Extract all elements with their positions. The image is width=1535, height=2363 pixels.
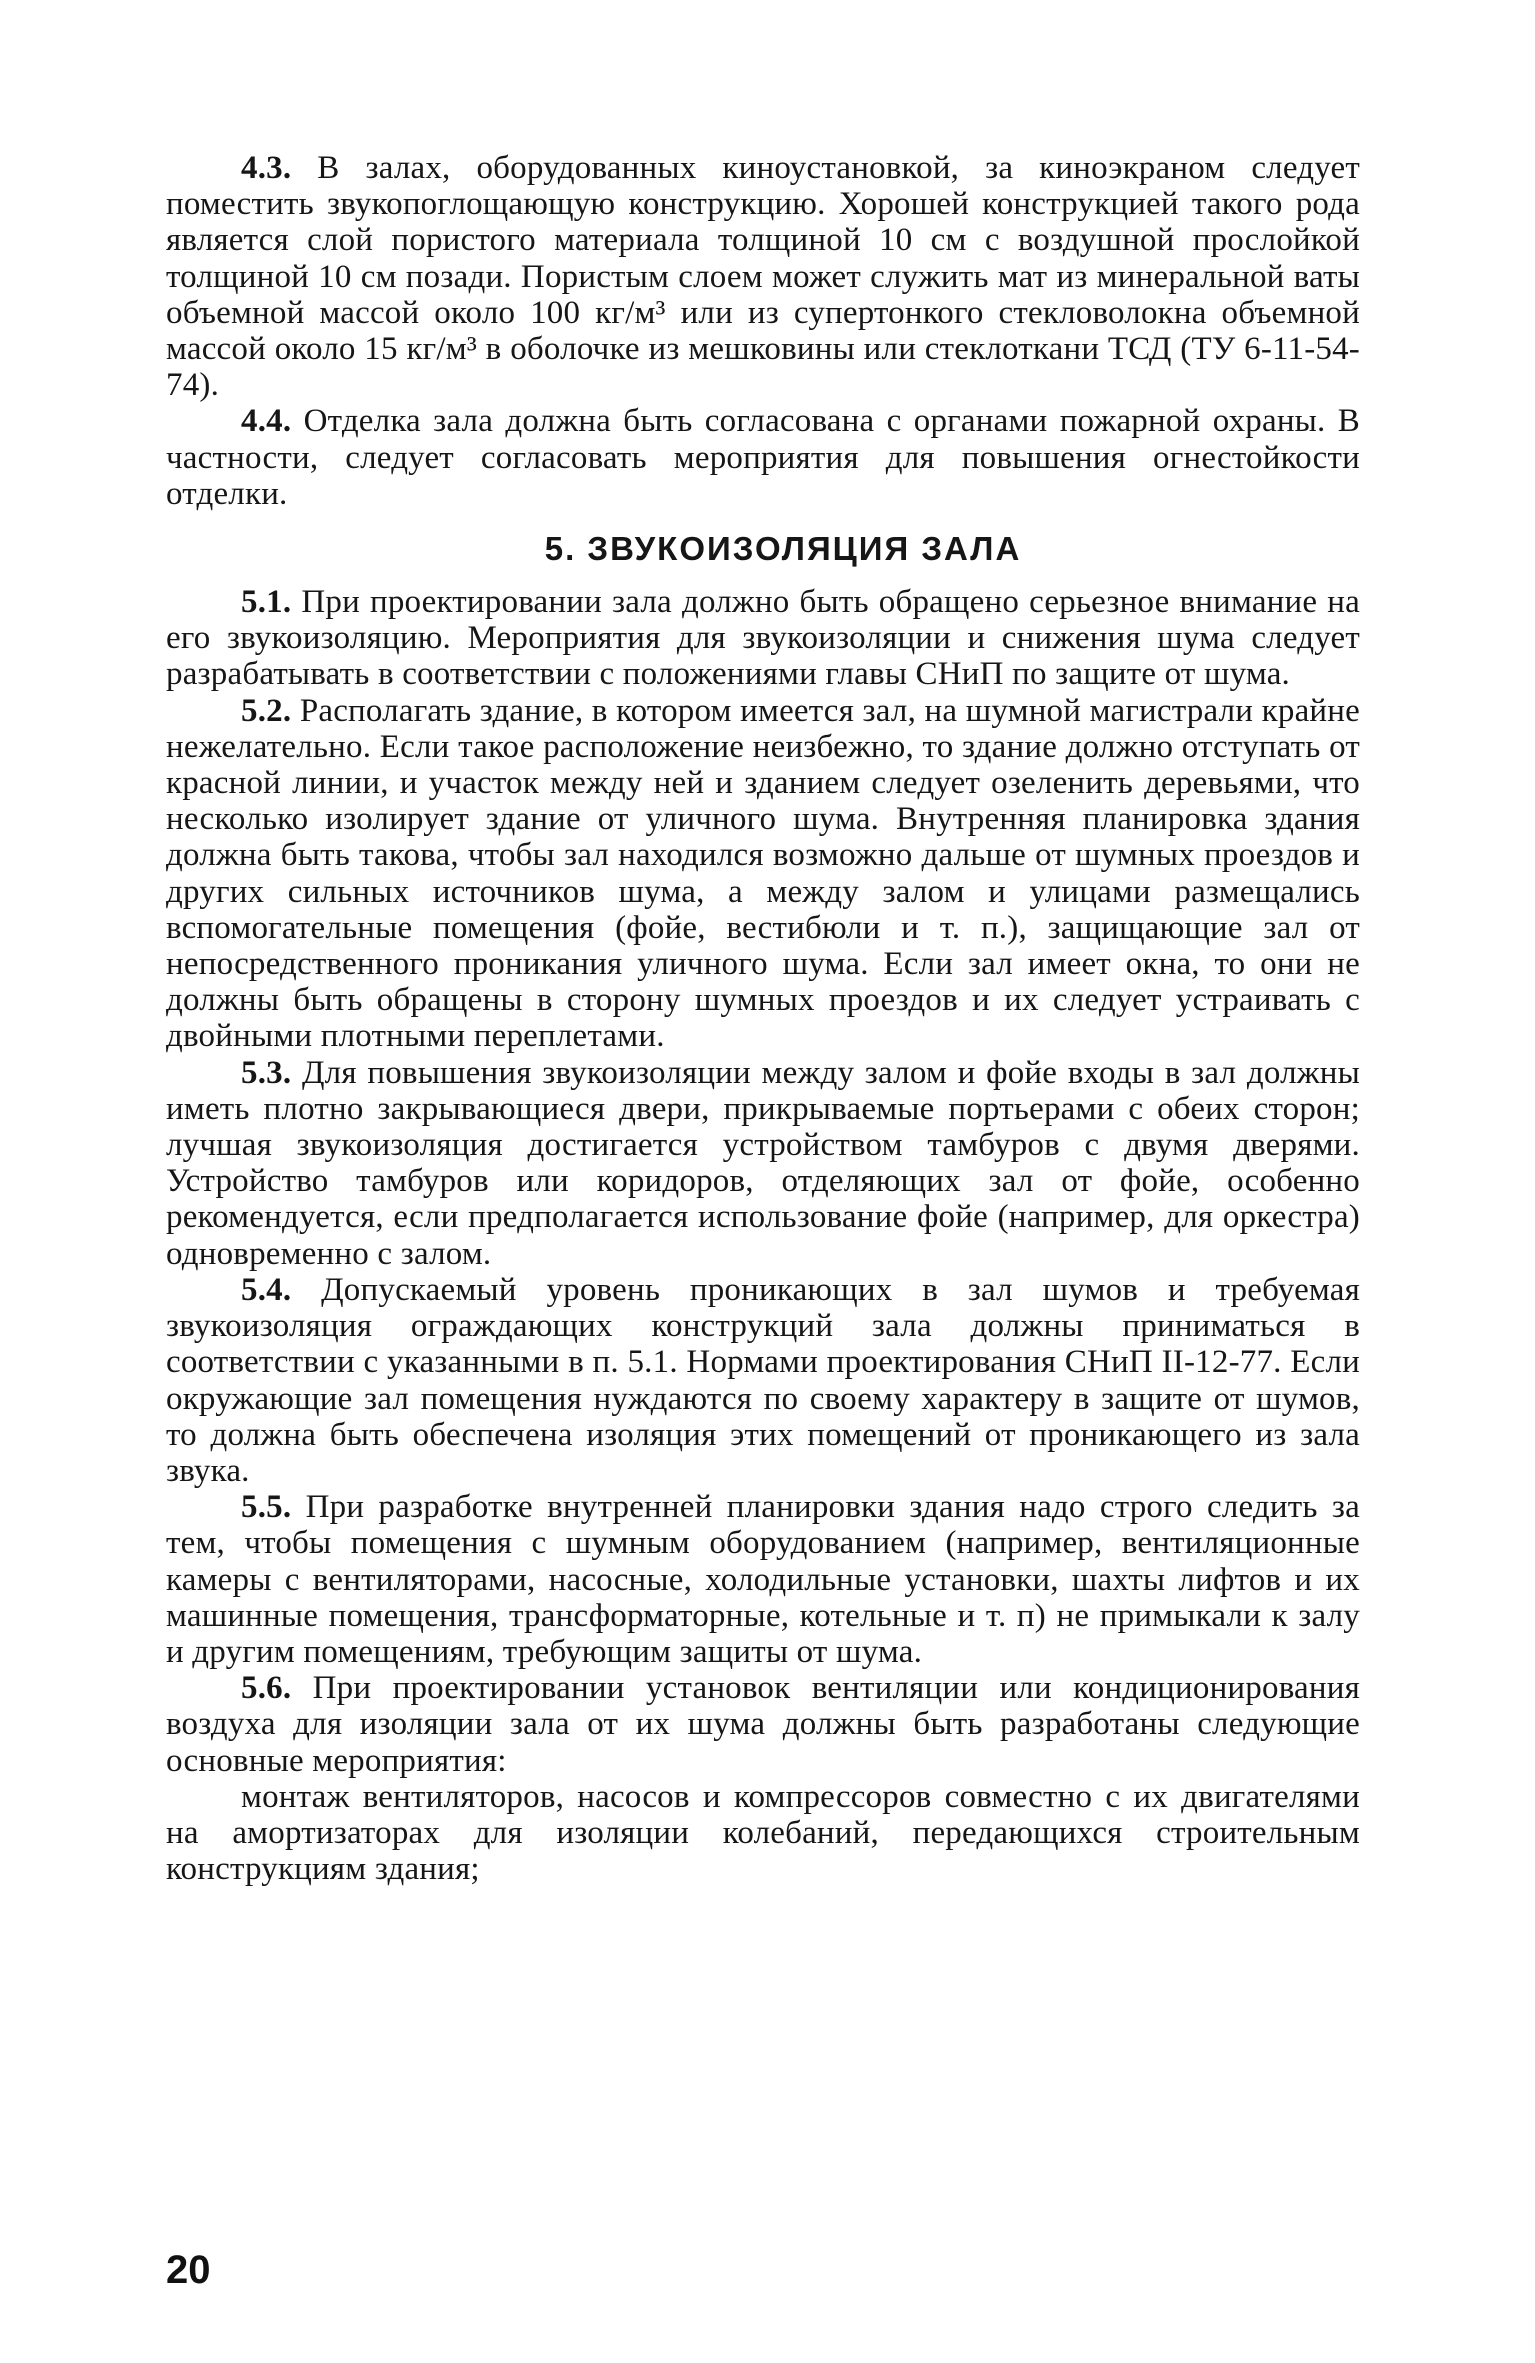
clause-number: 5.4. — [241, 1271, 292, 1308]
paragraph-5-2 — [166, 693, 1360, 1055]
clause-number: 5.1. — [241, 584, 292, 621]
section-heading: 5. ЗВУКОИЗОЛЯЦИЯ ЗАЛА — [544, 530, 1022, 568]
clause-number: 4.3. — [241, 150, 292, 186]
document-page — [166, 150, 1360, 1887]
paragraph-5-1 — [166, 584, 1360, 693]
paragraph-5-3 — [166, 1055, 1360, 1272]
page-number: 20 — [166, 2248, 211, 2292]
paragraph-text: Отделка зала должна быть согласована с органами пожарной охраны. В частности, следует согласовать мероприятия для повышения огнестойкости отделки. — [166, 403, 1360, 512]
clause-number: 5.2. — [241, 692, 292, 729]
paragraph-4-4 — [166, 403, 1360, 512]
clause-number: 5.6. — [241, 1670, 292, 1707]
paragraph-4-3 — [166, 150, 1360, 403]
paragraph-text: Располагать здание, в котором имеется зал, на шумной магистрали крайне нежелательно. Если такое расположение неизбежно, то здание должно отступать от красной линии, и участок между ней и зданием следует озеленить деревьями, что несколько изолирует здание от уличного шума. Внутренняя планировка здания должна быть такова, чтобы зал находился возможно дальше от шумных проездов и других сильных источников шума, а между залом и улицами размещались вспомогательные помещения (фойе, вестибюли и т. п.), защищающие зал от непосредственного проникания уличного шума. Если зал имеет окна, то они не должны быть обращены в сторону шумных проездов и их следует устраивать с двойными плотными переплетами. — [166, 692, 1360, 1055]
clause-number: 5.5. — [241, 1489, 292, 1526]
paragraph-5-5 — [166, 1489, 1360, 1670]
paragraph-text: Для повышения звукоизоляции между залом и фойе входы в зал должны иметь плотно закрывающиеся двери, прикрываемые портьерами с обеих сторон; лучшая звукоизоляция достигается устройством тамбуров с двумя дверями. Устройство тамбуров или коридоров, отделяющих зал от фойе, особенно рекомендуется, если предполагается использование фойе (например, для оркестра) одновременно с залом. — [166, 1054, 1360, 1272]
clause-number: 5.3. — [241, 1054, 292, 1091]
paragraph-text: В залах, оборудованных киноустановкой, за киноэкраном следует поместить звукопоглощающую конструкцию. Хорошей конструкцией такого рода является слой пористого материала толщиной 10 см с воздушной прослойкой толщиной 10 см позади. Пористым слоем может служить мат из минеральной ваты объемной массой около 100 кг/м³ или из супертонкого стекловолокна объемной массой около 15 кг/м³ в оболочке из мешковины или стеклоткани ТСД (ТУ 6-11-54-74). — [166, 150, 1360, 404]
paragraph-5-4 — [166, 1272, 1360, 1489]
paragraph-text: Допускаемый уровень проникающих в зал шумов и требуемая звукоизоляция ограждающих конструкций зала должны приниматься в соответствии с указанными в п. 5.1. Нормами проектирования СНиП II-12-77. Если окружающие зал помещения нуждаются по своему характеру в защите от шумов, то должна быть обеспечена изоляция этих помещений от проникающего из зала звука. — [166, 1271, 1360, 1489]
list-item-mounting: монтаж вентиляторов, насосов и компрессоров совместно с их двигателями на амортизаторах для изоляции колебаний, передающихся строительным конструкциям здания; — [166, 1778, 1360, 1888]
paragraph-text: При проектировании установок вентиляции или кондиционирования воздуха для изоляции зала от их шума должны быть разработаны следующие основные мероприятия: — [166, 1670, 1360, 1779]
paragraph-text: При проектировании зала должно быть обращено серьезное внимание на его звукоизоляцию. Мероприятия для звукоизоляции и снижения шума следует разрабатывать в соответствии с положениями главы СНиП по защите от шума. — [166, 584, 1360, 693]
clause-number: 4.4. — [241, 403, 292, 440]
paragraph-text: При разработке внутренней планировки здания надо строго следить за тем, чтобы помещения с шумным оборудованием (например, вентиляционные камеры с вентиляторами, насосные, холодильные установки, шахты лифтов и их машинные помещения, трансформаторные, котельные и т. п) не примыкали к залу и другим помещениям, требующим защиты от шума. — [166, 1489, 1360, 1670]
paragraph-5-6 — [166, 1670, 1360, 1779]
